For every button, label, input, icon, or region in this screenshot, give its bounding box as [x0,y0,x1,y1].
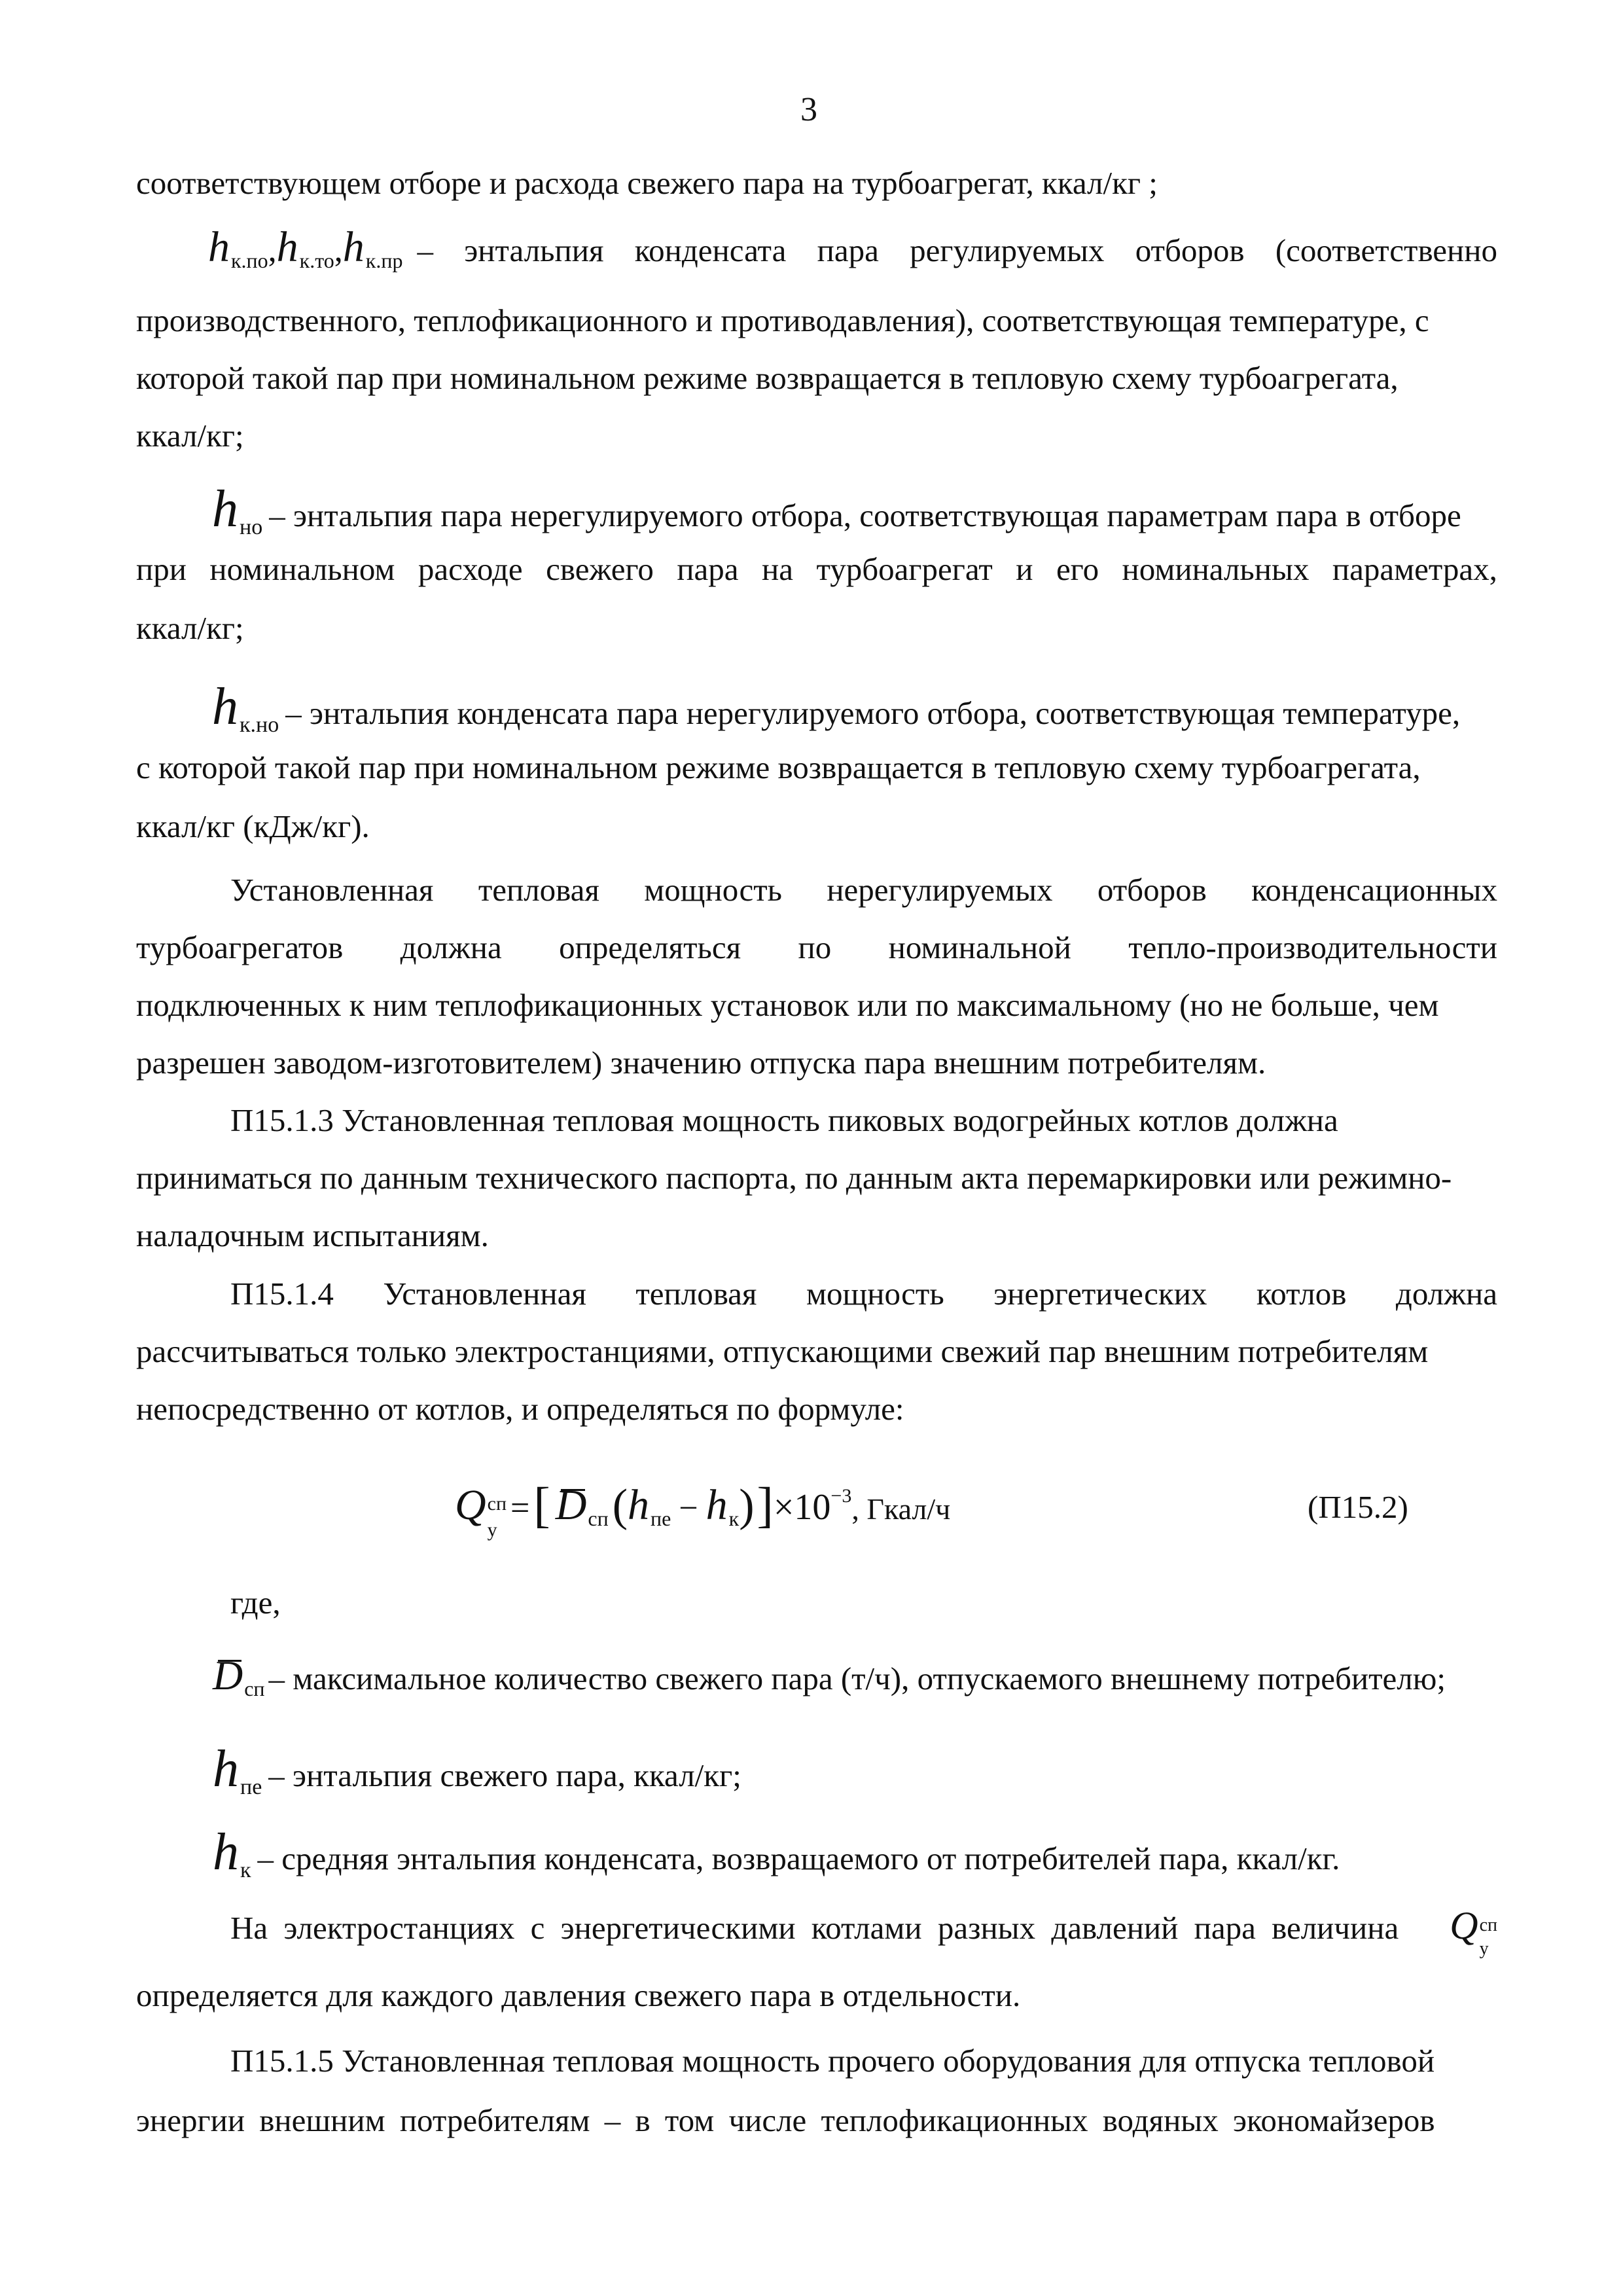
text-line: наладочным испытаниям. [136,1217,489,1253]
text-line: приниматься по данным технического паспорта, по данным акта перемаркировки или режимно- [136,1160,1452,1196]
text-line: определяется для каждого давления свежего пара в отдельности. [136,1977,1021,2013]
page-number: 3 [800,91,817,128]
text-line: П15.1.5 Установленная тепловая мощность прочего оборудования для отпуска тепловой [230,2043,1435,2079]
definition-h-k: h к – средняя энтальпия конденсата, возвращаемого от потребителей пара, ккал/кг. [213,1823,1340,1882]
text-line: рассчитываться только электростанциями, отпускающими свежий пар внешним потребителям [136,1333,1429,1369]
justified-words: – энтальпия конденсата пара регулируемых отборов (соответственно [417,232,1497,268]
symbol-group: $h_{к.по},h_{к.то},h_{к.пр}$ [208,223,403,272]
text-line: соответствующем отборе и расхода свежего пара на турбоагрегат, ккал/кг ; [136,165,1158,201]
text-line: которой такой пар при номинальном режиме возвращается в тепловую схему турбоагрегата, [136,360,1399,396]
formula-p15-2: Q сп у = [ D сп ( h пе − h к ) ] ×10 −3 , Гкал/ч [455,1478,951,1541]
definition-h-kpo [208,223,1497,272]
definition-d-sp: D сп – максимальное количество свежего пара (т/ч), отпускаемого внешнему потребителю; [213,1652,1446,1700]
text-line: энергии внешним потребителям – в том числе теплофикационных водяных экономайзеров [136,2102,1435,2138]
text-line: П15.1.3 Установленная тепловая мощность пиковых водогрейных котлов должна [230,1102,1338,1138]
text-line: П15.1.4 Установленная тепловая мощность энергетических котлов должна [230,1276,1497,1312]
text-line: непосредственно от котлов, и определяться по формуле: [136,1391,904,1427]
text-line: турбоагрегатов должна определяться по номинальной тепло-производительности [136,929,1497,965]
text-line: подключенных к ним теплофикационных установок или по максимальному (но не больше, чем [136,987,1439,1023]
text-line: с которой такой пар при номинальном режиме возвращается в тепловую схему турбоагрегата, [136,749,1421,785]
text-line: ккал/кг (кДж/кг). [136,808,370,844]
text-line: производственного, теплофикационного и противодавления), соответствующая температуре, с [136,302,1429,338]
text-line: ккал/кг; [136,418,244,454]
text-line: На электростанциях с энергетическими котлами разных давлений пара величина Q сп у [230,1904,1497,1959]
text-line: Установленная тепловая мощность нерегулируемых отборов конденсационных [230,872,1497,908]
text-line: при номинальном расходе свежего пара на турбоагрегат и его номинальных параметрах, [136,551,1497,587]
text-line: разрешен заводом-изготовителем) значению отпуска пара внешним потребителям. [136,1045,1266,1081]
where-label: где, [230,1585,281,1621]
definition-h-pe: h пе – энтальпия свежего пара, ккал/кг; [213,1740,741,1799]
definition-h-no: h но – энтальпия пара нерегулируемого отбора, соответствующая параметрам пара в отборе [212,480,1461,539]
text-line: ккал/кг; [136,610,244,646]
formula-number: (П15.2) [1308,1489,1408,1525]
definition-h-kno: h к.но – энтальпия конденсата пара нерегулируемого отбора, соответствующая температуре, [212,678,1461,737]
